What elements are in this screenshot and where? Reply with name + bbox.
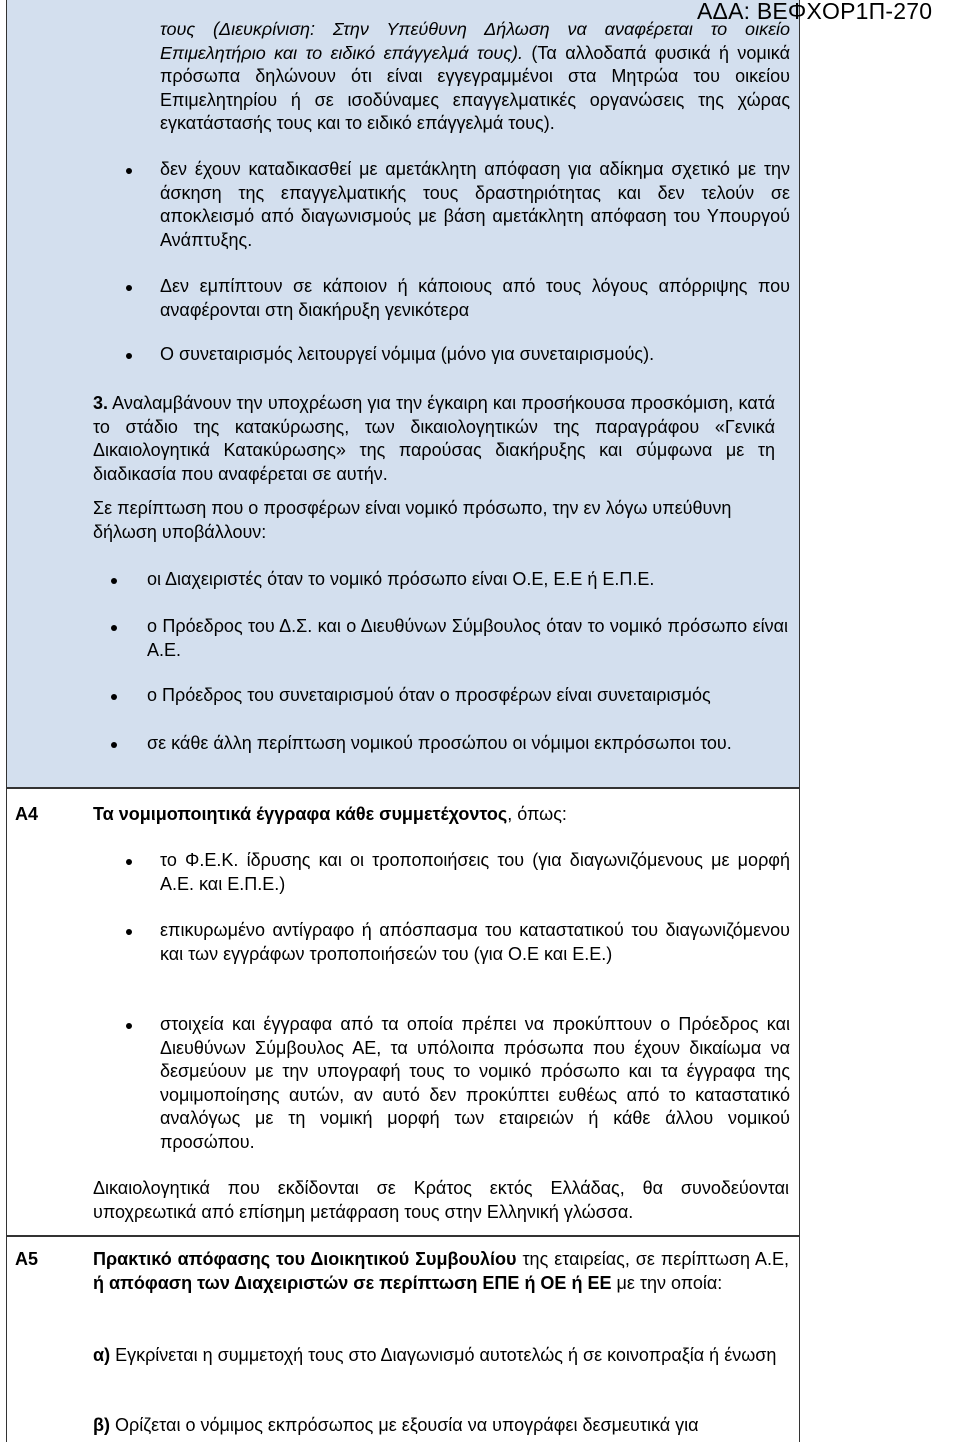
a4-bullet-articles: επικυρωμένο αντίγραφο ή απόσπασμα του καταστατικού του διαγωνιζόμενου και των εγγράφων τροποποιήσεών του (για Ο.Ε και Ε.Ε.) <box>160 920 790 964</box>
clarification-italic-1: τους (Διευκρίνιση: Στην Υπεύθυνη Δήλωση να αναφέρεται το οικείο <box>160 19 790 39</box>
row-label-a5: Α5 <box>15 1249 39 1269</box>
a5-item-b-text: Ορίζεται ο νόμιμος εκπρόσωπος με εξουσία να υπογράφει δεσμευτικά για <box>109 1415 699 1435</box>
a5-item-a <box>93 1344 789 1368</box>
ada-watermark: ΑΔΑ: ΒΕΦΧΟΡ1Π-270 <box>697 0 933 24</box>
a4-translation-note: Δικαιολογητικά που εκδίδονται σε Κράτος εκτός Ελλάδας, θα συνοδεύονται υποχρεωτικά από επίσημη μετάφραση τους στην Ελληνική γλώσσα. <box>93 1178 789 1222</box>
bullet-no-rejection-grounds: Δεν εμπίπτουν σε κάποιον ή κάποιους από τους λόγους απόρριψης που αναφέρονται στη διακήρυξη γενικότερα <box>160 276 790 320</box>
foreign-persons-rest: νομικά πρόσωπα δηλώνουν ότι είναι εγγεγραμμένοι στα Μητρώα του οικείου Επιμελητηρίου ή σε ισοδύναμες επαγγελματικές οργανώσεις της χώρας εγκατάστασής τους και το ειδικό επάγγελμά τους). <box>160 42 790 133</box>
a5-bold-managers: ή απόφαση των Διαχειριστών σε περίπτωση ΕΠΕ ή ΟΕ ή ΕΕ <box>93 1272 612 1293</box>
a5-bold-board: Πρακτικό απόφασης του Διοικητικού Συμβουλίου <box>93 1249 517 1269</box>
bullet-chairman-ceo: ο Πρόεδρος του Δ.Σ. και ο Διευθύνων Σύμβουλος όταν το νομικό πρόσωπο είναι Α.Ε. <box>147 616 788 660</box>
bullet-dot <box>111 625 117 631</box>
a5-text-2: με την οποία: <box>611 1272 723 1293</box>
bullet-dot <box>111 742 117 748</box>
foreign-persons-start: (Τα αλλοδαπά φυσικά ή <box>523 42 729 63</box>
row-divider-a4 <box>6 787 800 789</box>
point-3-text: Αναλαμβάνουν την υποχρέωση για την έγκαιρη και προσήκουσα προσκόμιση, κατά το στάδιο της κατακύρωσης, των δικαιολογητικών της παραγράφου «Γενικά Δικαιολογητικά Κατακύρωσης» της παρούσας διακήρυξης και σύμφωνα με τη διαδικασία που αναφέρεται σε αυτήν. <box>93 393 775 484</box>
bullet-dot <box>126 353 132 359</box>
registration-paragraph <box>160 18 790 136</box>
a5-item-a-label: α) <box>93 1345 111 1365</box>
bullet-cooperative-legal: Ο συνεταιρισμός λειτουργεί νόμιμα (μόνο για συνεταιρισμούς). <box>160 344 655 364</box>
bullet-dot <box>126 929 132 935</box>
a5-item-a-text: Εγκρίνεται η συμμετοχή τους στο Διαγωνισμό αυτοτελώς ή σε κοινοπραξία ή ένωση <box>110 1345 777 1365</box>
row-label-a4: Α4 <box>15 804 39 824</box>
point-3-number: 3. <box>93 393 109 413</box>
clarification-italic-2: Επιμελητήριο και το ειδικό επάγγελμά τους). <box>160 42 523 63</box>
a4-heading <box>93 803 567 827</box>
a4-heading-bold: Τα νομιμοποιητικά έγγραφα κάθε συμμετέχοντος <box>93 804 508 824</box>
a4-bullet-gazette: το Φ.Ε.Κ. ίδρυσης και οι τροποποιήσεις του (για διαγωνιζόμενους με μορφή Α.Ε. και Ε.Π.Ε.) <box>160 850 790 894</box>
bullet-dot <box>126 285 132 291</box>
row-divider-a5 <box>6 1235 800 1237</box>
bullet-legal-representatives: σε κάθε άλλη περίπτωση νομικού προσώπου οι νόμιμοι εκπρόσωποι του. <box>147 733 732 753</box>
point-3-paragraph <box>93 392 775 486</box>
a5-paragraph <box>93 1248 789 1295</box>
bullet-dot <box>126 1023 132 1029</box>
a5-item-b <box>93 1414 699 1438</box>
bullet-managers: οι Διαχειριστές όταν το νομικό πρόσωπο είναι Ο.Ε, Ε.Ε ή Ε.Π.Ε. <box>147 569 655 589</box>
bullet-dot <box>126 168 132 174</box>
bullet-cooperative-chairman: ο Πρόεδρος του συνεταιρισμού όταν ο προσφέρων είναι συνεταιρισμός <box>147 685 711 705</box>
bullet-dot <box>126 859 132 865</box>
legal-person-intro: Σε περίπτωση που ο προσφέρων είναι νομικό πρόσωπο, την εν λόγω υπεύθυνη δήλωση υποβάλλουν: <box>93 498 732 542</box>
a5-item-b-label: β) <box>93 1415 110 1435</box>
a4-heading-rest: , όπως: <box>507 804 567 824</box>
a5-text-1: της εταιρείας, σε περίπτωση Α.Ε, <box>516 1249 789 1269</box>
bullet-dot <box>111 694 117 700</box>
a4-bullet-representation-docs: στοιχεία και έγγραφα από τα οποία πρέπει να προκύπτουν ο Πρόεδρος και Διευθύνων Σύμβουλος ΑΕ, τα υπόλοιπα πρόσωπα που έχουν δικαίωμα να δεσμεύουν με την υπογραφή τους το νομικό πρόσωπο και τα έγγραφα της νομιμοποίησης αυτών, αν αυτό δεν προκύπτει ευθέως από το καταστατικό αναλόγως με τη νομική μορφή των εταιρειών ή κάθε άλλου νομικού προσώπου. <box>160 1014 790 1152</box>
bullet-no-conviction: δεν έχουν καταδικασθεί με αμετάκλητη απόφαση για αδίκημα σχετικό με την άσκηση της επαγγελματικής τους δραστηριότητας και δεν τελούν σε αποκλεισμό από διαγωνισμούς με βάση αμετάκλητη απόφαση του Υπουργού Ανάπτυξης. <box>160 159 790 250</box>
bullet-dot <box>111 578 117 584</box>
